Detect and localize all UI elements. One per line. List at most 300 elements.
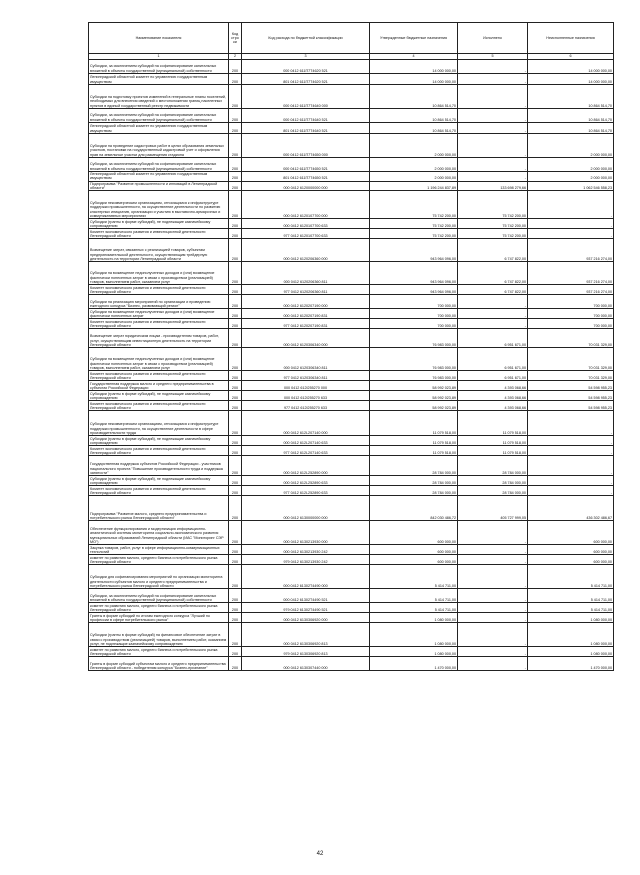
row-approved-cell: 5 414 711,00 (370, 603, 458, 613)
row-approved-cell: 28 784 000,00 (370, 456, 458, 476)
row-kbk-cell: 979 0412 61302Т4490 521 (242, 603, 370, 613)
header-executed: Исполнено (458, 23, 528, 54)
row-approved-cell: 943 964 096,00 (370, 285, 458, 295)
row-code-cell: 200 (229, 391, 242, 401)
column-number: 4 (370, 54, 458, 60)
row-unexecuted-cell: - (528, 436, 614, 446)
row-executed-cell: 6 951 671,00 (458, 329, 528, 348)
table-row (89, 109, 614, 123)
row-kbk-cell: 000 0412 611П7Т4650 000 (242, 134, 370, 158)
row-name-cell: Комитет экономического развития и инвестиционной деятельности Ленинградской области (89, 229, 229, 239)
row-approved-cell: 75 742 200,00 (370, 219, 458, 229)
row-unexecuted-cell: 700 000,00 (528, 295, 614, 309)
row-unexecuted-cell: 937 216 274,00 (528, 239, 614, 262)
row-kbk-cell: 801 0412 611П7Т4620 521 (242, 74, 370, 85)
row-executed-cell: 75 742 200,00 (458, 191, 528, 219)
row-name-cell: Комитет экономического развития и инвестиционной деятельности Ленинградской области (89, 401, 229, 411)
row-code-cell: 200 (229, 319, 242, 329)
table-row (89, 285, 614, 295)
row-executed-cell: 11 079 518,00 (458, 411, 528, 436)
row-approved-cell: 700 000,00 (370, 319, 458, 329)
row-executed-cell: - (458, 134, 528, 158)
row-approved-cell: 1 196 244 837,89 (370, 181, 458, 191)
row-kbk-cell: 979 0412 6130306920 813 (242, 647, 370, 657)
row-code-cell: 200 (229, 401, 242, 411)
row-code-cell: 200 (229, 496, 242, 521)
row-kbk-cell: 000 0412 6130213930 000 (242, 521, 370, 545)
table-row (89, 348, 614, 371)
row-kbk-cell: 000 0412 611П7Т4650 521 (242, 158, 370, 172)
table-row (89, 391, 614, 401)
row-unexecuted-cell: 54 598 955,23 (528, 391, 614, 401)
row-code-cell: 200 (229, 486, 242, 496)
row-name-cell: Ленинградский областной комитет по управлению государственным имуществом (89, 123, 229, 134)
table-row (89, 401, 614, 411)
table-row (89, 181, 614, 191)
row-code-cell: 200 (229, 262, 242, 285)
row-name-cell: Обеспечение функционирования и модернизация информационно-аналитической системы мониторинга социально-экономического развития муниципальных образований Ленинградской области (ИАС "Мониторинг СЭР МО") (89, 521, 229, 545)
table-row (89, 329, 614, 348)
row-kbk-cell: 000 0412 612L252890 000 (242, 456, 370, 476)
table-row (89, 123, 614, 134)
row-unexecuted-cell: 436 302 486,67 (528, 496, 614, 521)
row-kbk-cell: 000 0412 6120206360 000 (242, 239, 370, 262)
row-kbk-cell: 000 0412 6120306340 000 (242, 329, 370, 348)
row-unexecuted-cell: 2 000 000,00 (528, 134, 614, 158)
row-code-cell: 200 (229, 603, 242, 613)
row-name-cell: Субсидии, за исключением субсидий на софинансирование капитальных вложений в объекты государственной (муниципальной) собственности (89, 60, 229, 74)
row-name-cell: Комитет экономического развития и инвестиционной деятельности Ленинградской области (89, 446, 229, 456)
row-code-cell: 200 (229, 411, 242, 436)
row-executed-cell: - (458, 603, 528, 613)
row-code-cell: 200 (229, 565, 242, 589)
column-number: 2 (229, 54, 242, 60)
row-name-cell: Комитет экономического развития и инвестиционной деятельности Ленинградской области (89, 371, 229, 381)
row-executed-cell: - (458, 319, 528, 329)
row-kbk-cell: 977 0412 6120207190 831 (242, 319, 370, 329)
row-executed-cell: 6 747 822,00 (458, 239, 528, 262)
row-unexecuted-cell: 700 000,00 (528, 309, 614, 319)
row-unexecuted-cell: 2 000 000,00 (528, 158, 614, 172)
row-name-cell: Государственная поддержка малого и среднего предпринимательства в субъектах Российской Федерации (89, 381, 229, 391)
row-unexecuted-cell: 1 080 000,00 (528, 613, 614, 623)
row-code-cell: 200 (229, 158, 242, 172)
row-executed-cell: - (458, 521, 528, 545)
table-row (89, 456, 614, 476)
row-unexecuted-cell: 1 470 000,00 (528, 657, 614, 671)
row-approved-cell: 5 414 711,00 (370, 565, 458, 589)
row-code-cell: 200 (229, 657, 242, 671)
row-kbk-cell: 000 0412 6120206360 811 (242, 262, 370, 285)
row-executed-cell: - (458, 545, 528, 555)
column-number: 5 (458, 54, 528, 60)
row-kbk-cell: 000 0412 6120000000 000 (242, 181, 370, 191)
row-code-cell: 200 (229, 123, 242, 134)
table-row (89, 589, 614, 603)
row-executed-cell: - (458, 623, 528, 647)
row-approved-cell: 75 742 200,00 (370, 229, 458, 239)
row-unexecuted-cell: 1 080 000,00 (528, 623, 614, 647)
table-row (89, 158, 614, 172)
header-kbk: Код расхода по бюджетной классификации (242, 23, 370, 54)
row-unexecuted-cell: 5 414 711,00 (528, 565, 614, 589)
table-row (89, 134, 614, 158)
row-kbk-cell: 000 0412 6130307440 000 (242, 657, 370, 671)
row-approved-cell: 14 000 000,00 (370, 60, 458, 74)
row-approved-cell: 600 000,00 (370, 521, 458, 545)
row-approved-cell: 28 784 000,00 (370, 476, 458, 486)
row-name-cell: Субсидии на подготовку проектов изменений в генеральные планы поселений, необходимых для внесения сведений о местоположении границ населенных пунктов в единый государственный реестр недвижимости (89, 85, 229, 109)
row-kbk-cell: 977 0412 612L252890 633 (242, 486, 370, 496)
row-name-cell: Субсидии, за исключением субсидий на софинансирование капитальных вложений в объекты государственной (муниципальной) собственности (89, 109, 229, 123)
row-approved-cell: 76 983 000,00 (370, 371, 458, 381)
row-executed-cell: - (458, 158, 528, 172)
table-row (89, 60, 614, 74)
table-row (89, 545, 614, 555)
row-approved-cell: 600 000,00 (370, 555, 458, 565)
row-name-cell: комитет по развитию малого, среднего бизнеса и потребительского рынка Ленинградской области (89, 555, 229, 565)
budget-table-page (88, 22, 613, 671)
row-approved-cell: 58 992 023,89 (370, 381, 458, 391)
row-approved-cell: 1 080 000,00 (370, 647, 458, 657)
row-kbk-cell: 977 0412 612L207140 633 (242, 446, 370, 456)
row-unexecuted-cell: 10 864 514,70 (528, 123, 614, 134)
row-code-cell: 200 (229, 456, 242, 476)
row-kbk-cell: 000 0412 6120306340 811 (242, 348, 370, 371)
row-unexecuted-cell: - (528, 411, 614, 436)
header-code: Код стро ки (229, 23, 242, 54)
row-executed-cell: - (458, 589, 528, 603)
row-approved-cell: 76 983 000,00 (370, 329, 458, 348)
row-name-cell: Субсидии некоммерческим организациям, относящимся к инфраструктуре поддержки промышленности, на осуществление деятельности в сфере производительности труда (89, 411, 229, 436)
row-executed-cell: 6 951 671,00 (458, 348, 528, 371)
row-kbk-cell: 000 0412 611П7Т4640 521 (242, 109, 370, 123)
row-approved-cell: 11 079 518,00 (370, 436, 458, 446)
row-approved-cell: 600 000,00 (370, 545, 458, 555)
row-approved-cell: 1 080 000,00 (370, 623, 458, 647)
row-name-cell: Субсидии на реализацию мероприятий по организации и проведению ежегодного конкурса "Бизнес, развивающий регион" (89, 295, 229, 309)
table-row (89, 229, 614, 239)
table-header-row (89, 23, 614, 54)
row-unexecuted-cell: 14 000 000,00 (528, 60, 614, 74)
row-name-cell: Субсидии на возмещение недополученных доходов и (или) возмещение фактически понесенных затрат в связи с производством (реализацией) товаров, выполнением работ, оказанием услуг (89, 262, 229, 285)
row-unexecuted-cell: - (528, 191, 614, 219)
row-code-cell: 200 (229, 613, 242, 623)
row-name-cell: Субсидии на возмещение недополученных доходов и (или) возмещение фактически понесенных затрат в связи с производством (реализацией) товаров, выполнением работ, оказанием услуг (89, 348, 229, 371)
row-approved-cell: 76 983 000,00 (370, 348, 458, 371)
row-code-cell: 200 (229, 555, 242, 565)
row-name-cell: Субсидии (гранты в форме субсидий), не подлежащие казначейскому сопровождению (89, 391, 229, 401)
column-number: 6 (528, 54, 614, 60)
row-name-cell: Ленинградский областной комитет по управлению государственным имуществом (89, 172, 229, 182)
row-name-cell: комитет по развитию малого, среднего бизнеса и потребительского рынка Ленинградской области (89, 647, 229, 657)
budget-execution-table (88, 22, 614, 671)
table-row (89, 85, 614, 109)
row-approved-cell: 943 964 096,00 (370, 262, 458, 285)
row-unexecuted-cell: 1 062 546 558,23 (528, 181, 614, 191)
row-code-cell: 200 (229, 229, 242, 239)
row-kbk-cell: 000 0412 6120207190 831 (242, 309, 370, 319)
row-executed-cell: 4 393 068,66 (458, 401, 528, 411)
row-kbk-cell: 801 0412 611П7Т4650 521 (242, 172, 370, 182)
row-approved-cell: 842 030 486,72 (370, 496, 458, 521)
row-name-cell: Субсидии для софинансирования мероприятий по организации мониторинга деятельности субъектов малого и среднего предпринимательства и потребительского рынка Ленинградской области (89, 565, 229, 589)
row-kbk-cell: 977 0412 612I255270 633 (242, 401, 370, 411)
row-name-cell: Комитет экономического развития и инвестиционной деятельности Ленинградской области (89, 319, 229, 329)
row-name-cell: Подпрограмма "Развитие малого, среднего предпринимательства и потребительского рынка Ленинградской области" (89, 496, 229, 521)
row-executed-cell: - (458, 647, 528, 657)
row-executed-cell: - (458, 123, 528, 134)
row-name-cell: Гранты в форме субсидий по итогам ежегодного конкурса "Лучший по профессии в сфере потребительского рынка" (89, 613, 229, 623)
column-number: 3 (242, 54, 370, 60)
row-executed-cell: - (458, 309, 528, 319)
row-name-cell: Субсидии (гранты в форме субсидий), не подлежащие казначейскому сопровождению (89, 219, 229, 229)
row-unexecuted-cell: 5 414 711,00 (528, 589, 614, 603)
row-name-cell: Комитет экономического развития и инвестиционной деятельности Ленинградской области (89, 285, 229, 295)
table-row (89, 74, 614, 85)
row-kbk-cell: 801 0412 611П7Т4640 521 (242, 123, 370, 134)
row-code-cell: 200 (229, 191, 242, 219)
table-row (89, 309, 614, 319)
row-kbk-cell: 977 0412 6120107700 633 (242, 229, 370, 239)
row-unexecuted-cell: 14 000 000,00 (528, 74, 614, 85)
table-row (89, 496, 614, 521)
row-name-cell: Субсидии (гранты в форме субсидий), не подлежащие казначейскому сопровождению (89, 476, 229, 486)
row-kbk-cell: 000 0412 612I255270 000 (242, 381, 370, 391)
row-unexecuted-cell: 70 031 329,00 (528, 329, 614, 348)
row-code-cell: 200 (229, 371, 242, 381)
row-approved-cell: 943 964 096,00 (370, 239, 458, 262)
header-approved: Утвержденные бюджетные назначения (370, 23, 458, 54)
row-unexecuted-cell: - (528, 456, 614, 476)
row-name-cell: комитет по развитию малого, среднего бизнеса и потребительского рынка Ленинградской области (89, 603, 229, 613)
row-unexecuted-cell: 700 000,00 (528, 319, 614, 329)
row-name-cell: Субсидии, за исключением субсидий на софинансирование капитальных вложений в объекты государственной (муниципальной) собственности (89, 158, 229, 172)
table-row (89, 623, 614, 647)
row-executed-cell: 6 747 822,00 (458, 285, 528, 295)
row-name-cell: Подпрограмма "Развитие промышленности и инноваций в Ленинградской области" (89, 181, 229, 191)
row-code-cell: 200 (229, 446, 242, 456)
row-name-cell: Ленинградский областной комитет по управлению государственным имуществом (89, 74, 229, 85)
row-unexecuted-cell: - (528, 476, 614, 486)
row-unexecuted-cell: 600 000,00 (528, 545, 614, 555)
row-name-cell: Субсидии на проведение кадастровых работ в целях образования земельных участков, постановки на государственный кадастровый учет и оформления прав на земельные участки для размещения стадиона (89, 134, 229, 158)
row-executed-cell: 4 393 068,66 (458, 391, 528, 401)
row-name-cell: Возмещение затрат, связанных с реализацией товаров, субъектам предпринимательской деятельности, осуществляющим трейдерную деятельность на территории Ленинградской области (89, 239, 229, 262)
table-row (89, 555, 614, 565)
row-kbk-cell: 000 0412 612I255270 633 (242, 391, 370, 401)
row-unexecuted-cell: 1 080 000,00 (528, 647, 614, 657)
row-unexecuted-cell: 600 000,00 (528, 521, 614, 545)
row-code-cell: 200 (229, 381, 242, 391)
table-row (89, 191, 614, 219)
row-unexecuted-cell: 600 000,00 (528, 555, 614, 565)
row-approved-cell: 10 864 514,70 (370, 85, 458, 109)
row-executed-cell: - (458, 613, 528, 623)
row-executed-cell: 75 742 200,00 (458, 229, 528, 239)
row-executed-cell: - (458, 565, 528, 589)
row-kbk-cell: 000 0412 612L207140 633 (242, 436, 370, 446)
row-unexecuted-cell: - (528, 219, 614, 229)
table-row (89, 295, 614, 309)
row-kbk-cell: 000 0412 6120107700 633 (242, 219, 370, 229)
row-executed-cell: - (458, 85, 528, 109)
row-approved-cell: 58 992 023,89 (370, 401, 458, 411)
row-kbk-cell: 000 0412 612L252890 633 (242, 476, 370, 486)
row-kbk-cell: 000 0412 6130306920 813 (242, 623, 370, 647)
row-approved-cell: 2 000 000,00 (370, 134, 458, 158)
table-body (89, 60, 614, 671)
row-approved-cell: 700 000,00 (370, 295, 458, 309)
row-code-cell: 200 (229, 589, 242, 603)
row-name-cell: Гранты в форме субсидий субъектам малого и среднего предпринимательства Ленинградской области - победителям конкурса "Бизнес-признание" (89, 657, 229, 671)
row-approved-cell: 1 080 000,00 (370, 613, 458, 623)
page-number: 42 (316, 851, 324, 857)
row-unexecuted-cell: - (528, 229, 614, 239)
row-kbk-cell: 000 0412 6120107700 000 (242, 191, 370, 219)
row-unexecuted-cell: 5 414 711,00 (528, 603, 614, 613)
row-executed-cell: - (458, 295, 528, 309)
row-code-cell: 200 (229, 172, 242, 182)
row-code-cell: 200 (229, 74, 242, 85)
table-row (89, 436, 614, 446)
row-executed-cell: 11 079 518,00 (458, 446, 528, 456)
row-approved-cell: 14 000 000,00 (370, 74, 458, 85)
table-row (89, 657, 614, 671)
row-executed-cell: - (458, 172, 528, 182)
row-code-cell: 200 (229, 134, 242, 158)
column-number: 1 (89, 54, 229, 60)
row-code-cell: 200 (229, 348, 242, 371)
row-unexecuted-cell: 10 864 514,70 (528, 109, 614, 123)
row-kbk-cell: 977 0412 6120306340 811 (242, 371, 370, 381)
row-name-cell: Субсидии, за исключением субсидий на софинансирование капитальных вложений в объекты государственной (муниципальной) собственности (89, 589, 229, 603)
row-code-cell: 200 (229, 60, 242, 74)
table-row (89, 565, 614, 589)
table-row (89, 476, 614, 486)
row-code-cell: 200 (229, 521, 242, 545)
row-code-cell: 200 (229, 309, 242, 319)
row-approved-cell: 2 000 000,00 (370, 158, 458, 172)
row-executed-cell: - (458, 109, 528, 123)
row-unexecuted-cell: 70 031 329,00 (528, 371, 614, 381)
row-approved-cell: 5 414 711,00 (370, 589, 458, 603)
table-row (89, 262, 614, 285)
row-kbk-cell: 000 0412 6130306920 000 (242, 613, 370, 623)
row-executed-cell: 4 393 068,66 (458, 381, 528, 391)
row-kbk-cell: 000 0412 6130000000 000 (242, 496, 370, 521)
table-row (89, 613, 614, 623)
table-row (89, 446, 614, 456)
row-kbk-cell: 000 0412 6130213930 242 (242, 545, 370, 555)
header-unexecuted: Неисполненные назначения (528, 23, 614, 54)
row-approved-cell: 10 864 514,70 (370, 109, 458, 123)
row-approved-cell: 1 470 000,00 (370, 657, 458, 671)
header-name: Наименование показателя (89, 23, 229, 54)
row-approved-cell: 75 742 200,00 (370, 191, 458, 219)
row-name-cell: Субсидии на возмещение недополученных доходов и (или) возмещение фактически понесенных затрат (89, 309, 229, 319)
row-unexecuted-cell: 10 864 514,70 (528, 85, 614, 109)
row-executed-cell: 11 079 518,00 (458, 436, 528, 446)
row-name-cell: Субсидии некоммерческим организациям, относящимся к инфраструктуре поддержки промышленности, на осуществление деятельности по развитию кластерных инициатив, организации и участию в выставочно-ярмарочных и коммуникативных мероприятиях (89, 191, 229, 219)
row-name-cell: Государственная поддержка субъектов Российской Федерации - участников национального проекта "Повышение производительности труда и поддержка занятости" (89, 456, 229, 476)
row-kbk-cell: 000 0412 6120207190 000 (242, 295, 370, 309)
row-code-cell: 200 (229, 239, 242, 262)
row-unexecuted-cell: - (528, 446, 614, 456)
row-executed-cell: 6 747 822,00 (458, 262, 528, 285)
row-executed-cell: - (458, 555, 528, 565)
row-unexecuted-cell: 70 031 329,00 (528, 348, 614, 371)
row-executed-cell: 28 784 000,00 (458, 486, 528, 496)
table-row (89, 486, 614, 496)
row-code-cell: 200 (229, 329, 242, 348)
row-code-cell: 200 (229, 181, 242, 191)
row-code-cell: 200 (229, 476, 242, 486)
row-executed-cell: - (458, 657, 528, 671)
table-row (89, 239, 614, 262)
row-unexecuted-cell: 937 216 274,00 (528, 262, 614, 285)
row-name-cell: Возмещение затрат юридическим лицам - производителям товаров, работ, услуг, осуществляющим инвестиционную деятельность на территории Ленинградской области (89, 329, 229, 348)
row-executed-cell: 28 784 000,00 (458, 476, 528, 486)
row-approved-cell: 700 000,00 (370, 309, 458, 319)
row-approved-cell: 11 079 518,00 (370, 411, 458, 436)
row-executed-cell: 6 951 671,00 (458, 371, 528, 381)
row-unexecuted-cell: 54 598 955,23 (528, 381, 614, 391)
row-unexecuted-cell: 2 000 000,00 (528, 172, 614, 182)
row-code-cell: 200 (229, 219, 242, 229)
row-approved-cell: 2 000 000,00 (370, 172, 458, 182)
row-name-cell: Субсидии (гранты в форме субсидий), не подлежащие казначейскому сопровождению (89, 436, 229, 446)
row-executed-cell: 28 784 000,00 (458, 456, 528, 476)
row-code-cell: 200 (229, 623, 242, 647)
row-code-cell: 200 (229, 647, 242, 657)
row-name-cell: Комитет экономического развития и инвестиционной деятельности Ленинградской области (89, 486, 229, 496)
row-unexecuted-cell: - (528, 486, 614, 496)
row-executed-cell: 405 727 999,05 (458, 496, 528, 521)
row-code-cell: 200 (229, 109, 242, 123)
row-code-cell: 200 (229, 85, 242, 109)
table-row (89, 521, 614, 545)
row-approved-cell: 58 992 023,89 (370, 391, 458, 401)
table-row (89, 319, 614, 329)
row-approved-cell: 28 784 000,00 (370, 486, 458, 496)
table-row (89, 371, 614, 381)
row-code-cell: 200 (229, 285, 242, 295)
row-executed-cell: 75 742 200,00 (458, 219, 528, 229)
row-unexecuted-cell: 54 598 955,23 (528, 401, 614, 411)
row-unexecuted-cell: 937 216 274,00 (528, 285, 614, 295)
table-row (89, 603, 614, 613)
row-kbk-cell: 000 0412 611П7Т4640 000 (242, 85, 370, 109)
row-kbk-cell: 979 0412 6130213930 242 (242, 555, 370, 565)
row-kbk-cell: 000 0412 61302Т4490 000 (242, 565, 370, 589)
row-executed-cell: - (458, 74, 528, 85)
row-executed-cell: 133 698 279,66 (458, 181, 528, 191)
row-kbk-cell: 000 0412 611П7Т4620 521 (242, 60, 370, 74)
table-row (89, 381, 614, 391)
row-name-cell: Закупка товаров, работ, услуг в сфере информационно-коммуникационных технологий (89, 545, 229, 555)
row-executed-cell: - (458, 60, 528, 74)
row-code-cell: 200 (229, 545, 242, 555)
table-row (89, 219, 614, 229)
table-row (89, 411, 614, 436)
row-kbk-cell: 977 0412 6120206360 811 (242, 285, 370, 295)
row-code-cell: 200 (229, 295, 242, 309)
row-approved-cell: 11 079 518,00 (370, 446, 458, 456)
table-row (89, 172, 614, 182)
row-approved-cell: 10 864 514,70 (370, 123, 458, 134)
row-kbk-cell: 000 0412 612L207140 000 (242, 411, 370, 436)
